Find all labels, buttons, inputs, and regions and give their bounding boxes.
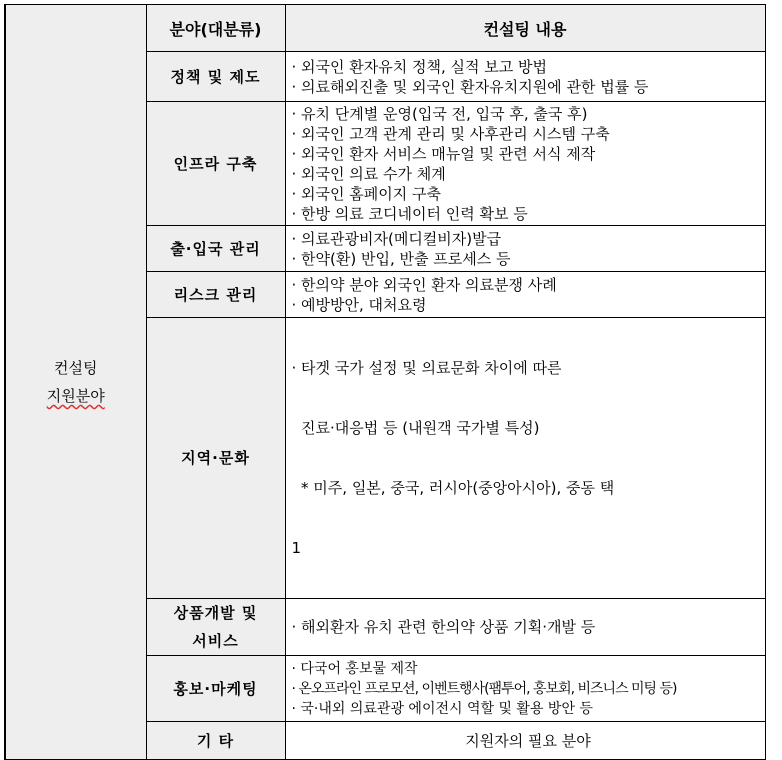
header-content: 컨설팅 내용 — [285, 5, 765, 52]
outer-label-line1: 컨설팅 — [54, 359, 98, 377]
category-cell: 출·입국 관리 — [146, 226, 285, 272]
content-line: · 온오프라인 프로모션, 이벤트행사(팸투어, 홍보회, 비즈니스 미팅 등) — [291, 680, 677, 697]
content-line: · 유치 단계별 운영(입국 전, 입국 후, 출국 후) — [291, 104, 588, 123]
content-line: · 외국인 의료 수가 체계 — [291, 164, 446, 183]
category-cell: 리스크 관리 — [146, 272, 285, 318]
content-line: · 예방방안, 대처요령 — [291, 295, 427, 314]
category-cell: 지역·문화 — [146, 318, 285, 599]
content-cell — [285, 318, 765, 599]
content-line: · 외국인 환자 서비스 매뉴얼 및 관련 서식 제작 — [291, 144, 596, 163]
consulting-table — [4, 4, 766, 760]
category-cell: 인프라 구축 — [146, 102, 285, 226]
outer-label-line2: 지원분야 — [46, 387, 105, 405]
content-line: 1 — [291, 539, 302, 557]
content-line: · 한약(환) 반입, 반출 프로세스 등 — [291, 249, 511, 268]
content-line: · 한의약 분야 외국인 환자 의료분쟁 사례 — [291, 275, 557, 294]
content-line: · 다국어 홍보물 제작 — [291, 660, 418, 677]
content-line: · 해외환자 유치 관련 한의약 상품 기획·개발 등 — [291, 618, 596, 636]
content-cell — [285, 656, 765, 722]
content-line: * 미주, 일본, 중국, 러시아(중앙아시아), 중동 택 — [291, 479, 615, 497]
content-cell — [285, 722, 765, 760]
category-cell: 기 타 — [146, 722, 285, 760]
category-line1: 상품개발 및 — [173, 604, 258, 622]
category-line2: 서비스 — [192, 632, 239, 650]
content-cell — [285, 599, 765, 656]
header-category: 분야(대분류) — [146, 5, 285, 52]
content-line: · 의료해외진출 및 외국인 환자유치지원에 관한 법률 등 — [291, 77, 649, 96]
content-line: · 국·내외 의료관광 에이전시 역할 및 활용 방안 등 — [291, 700, 593, 717]
header-row — [5, 5, 765, 52]
content-cell — [285, 272, 765, 318]
category-cell — [146, 599, 285, 656]
content-line: · 외국인 환자유치 정책, 실적 보고 방법 — [291, 57, 547, 76]
content-line: 진료·대응법 등 (내원객 국가별 특성) — [291, 419, 540, 437]
category-cell: 홍보·마케팅 — [146, 656, 285, 722]
outer-label-cell — [5, 5, 146, 760]
content-line: · 외국인 고객 관계 관리 및 사후관리 시스템 구축 — [291, 124, 610, 143]
content-cell — [285, 52, 765, 102]
content-line: · 타겟 국가 설정 및 의료문화 차이에 따른 — [291, 359, 562, 377]
content-line: · 외국인 홈페이지 구축 — [291, 184, 441, 203]
content-line: · 한방 의료 코디네이터 인력 확보 등 — [291, 204, 528, 223]
category-cell: 정책 및 제도 — [146, 52, 285, 102]
content-line: 지원자의 필요 분야 — [465, 731, 591, 750]
content-line: · 의료관광비자(메디컬비자)발급 — [291, 229, 502, 248]
content-cell — [285, 102, 765, 226]
content-cell — [285, 226, 765, 272]
